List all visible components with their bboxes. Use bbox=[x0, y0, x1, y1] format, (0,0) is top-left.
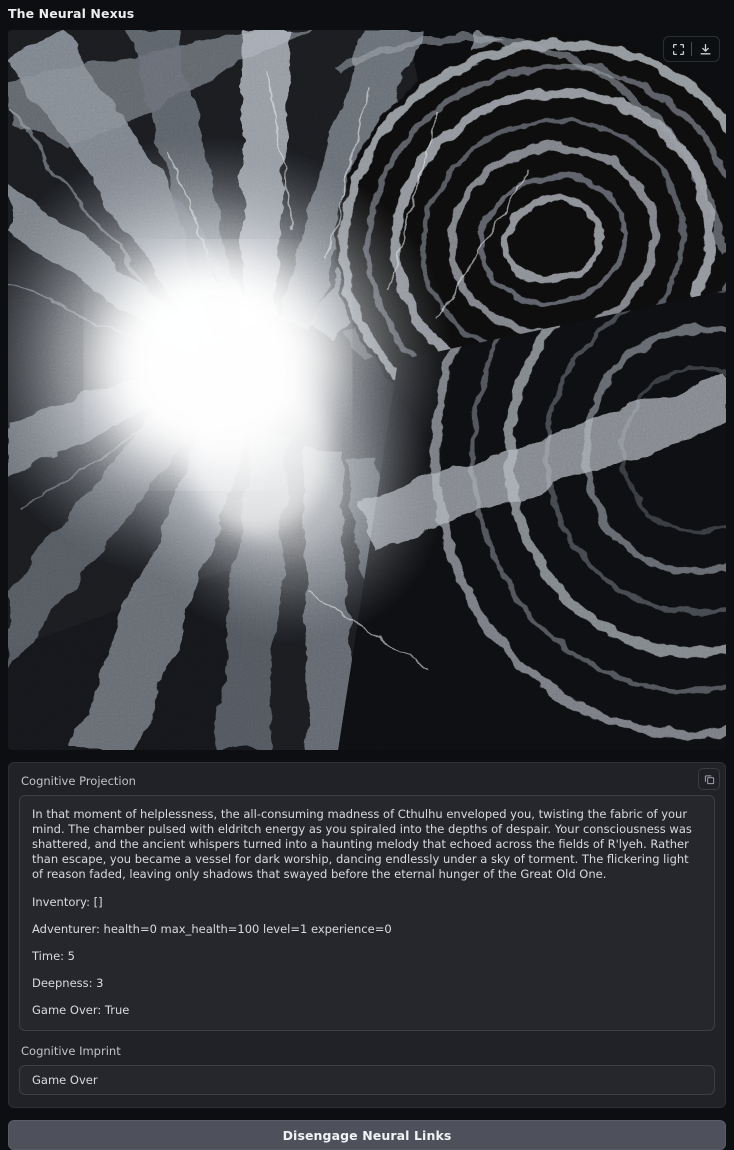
image-toolbar bbox=[663, 36, 720, 62]
imprint-input[interactable]: Game Over bbox=[19, 1065, 715, 1095]
copy-icon bbox=[704, 774, 715, 785]
output-label: Cognitive Projection bbox=[21, 774, 136, 788]
disengage-button[interactable]: Disengage Neural Links bbox=[8, 1120, 726, 1150]
scene-image-frame bbox=[8, 30, 726, 750]
scene-image bbox=[8, 30, 726, 750]
story-output[interactable] bbox=[19, 795, 715, 1031]
fullscreen-button[interactable] bbox=[665, 38, 691, 60]
stat-time: Time: 5 bbox=[32, 949, 75, 963]
stat-adventurer: Adventurer: health=0 max_health=100 level=1 experience=0 bbox=[32, 922, 392, 936]
download-button[interactable] bbox=[692, 38, 718, 60]
input-label: Cognitive Imprint bbox=[21, 1044, 121, 1058]
download-icon bbox=[699, 43, 712, 56]
stat-deepness: Deepness: 3 bbox=[32, 976, 104, 990]
stat-inventory: Inventory: [] bbox=[32, 895, 103, 909]
page-title: The Neural Nexus bbox=[8, 6, 135, 21]
fullscreen-icon bbox=[672, 43, 685, 56]
story-text: In that moment of helplessness, the all-consuming madness of Cthulhu enveloped you, twisting the fabric of your mind. The chamber pulsed with eldritch energy as you spiraled into the depths of despair. Your consciousness was shattered, and the ancient whispers turned into a haunting melody that echoed across the fields of R'lyeh. Rather than escape, you became a vessel for dark worship, dancing endlessly under a sky of torment. The flickering light of reason faded, leaving only shadows that swayed before the eternal hunger of the Great Old One. bbox=[32, 807, 692, 881]
stat-game-over: Game Over: True bbox=[32, 1003, 130, 1017]
story-panel bbox=[8, 762, 726, 1108]
copy-button[interactable] bbox=[698, 768, 720, 790]
